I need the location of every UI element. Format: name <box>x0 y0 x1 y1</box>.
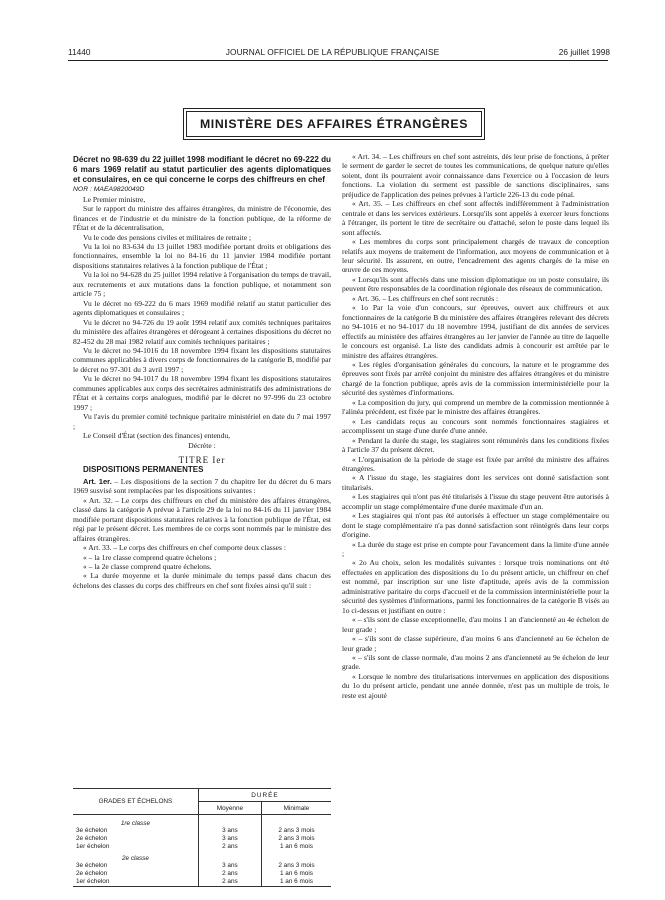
table-row <box>73 870 331 878</box>
article-paragraph: « L'organisation de la période de stage est fixée par arrêté du ministre des affaires étrangères. <box>342 454 609 473</box>
table-row <box>73 843 331 851</box>
article-paragraph: « Pendant la durée du stage, les stagiaires sont rémunérés dans les conditions fixées à l'article 37 du présent décret. <box>342 435 609 455</box>
article-paragraph: « 2o Au choix, selon les modalités suivantes : lorsque trois nominations ont été effectuées en application des dispositions du 1o du présent article, un chiffreur en chef est nommé, par inscription sur une liste d'aptitude, après avis de la commission administrative paritaire du corps d'accueil et de la commission interministérielle pour la sécurité des systèmes d'informations, parmi les fonctionnaires de la catégorie B visés au 1o ci-dessus et justifiant en outre : <box>342 558 609 615</box>
article-paragraph: « Art. 33. – Le corps des chiffreurs en chef comporte deux classes : <box>83 543 286 553</box>
col-duree-header: DURÉE <box>198 789 331 802</box>
article-paragraph: « La composition du jury, qui comprend un membre de la commission mentionnée à l'alinéa précédent, est fixée par le ministre des affaires étrangères. <box>342 397 609 417</box>
article-paragraph: « Art. 36. – Les chiffreurs en chef sont recrutés : <box>352 293 499 303</box>
nor-reference: NOR : MAEA9820049D <box>73 186 145 194</box>
preamble-paragraph: Vu l'avis du premier comité technique paritaire ministériel en date du 7 mai 1997 ; <box>73 412 331 431</box>
journal-title: JOURNAL OFFICIEL DE LA RÉPUBLIQUE FRANÇAISE <box>225 47 440 57</box>
article-paragraph: « – la 1re classe comprend quatre échelons ; <box>83 552 217 562</box>
preamble-paragraph: Vu la loi no 83-634 du 13 juillet 1983 modifiée portant droits et obligations des fonctionnaires, ensemble la loi no 84-16 du 11 janvier 1984 modifiée portant dispositions statutaires relatives à la fonction publique de l'État ; <box>73 242 331 270</box>
table-row <box>73 835 331 843</box>
page-header <box>0 47 665 61</box>
articles-34-36 <box>342 152 609 700</box>
article-paragraph: « Les membres du corps sont principalement chargés de travaux de conception relatifs aux moyens de traitement de l'information, aux moyens de communication et à leur sécurité. Ils assurent, en outre, l'encadrement des agents chargés de la mise en œuvre de ces moyens. <box>342 237 609 275</box>
article-paragraph: « – s'ils sont de classe exceptionnelle, d'au moins 1 an d'ancienneté au 4e échelon de leur grade ; <box>342 615 609 634</box>
article-paragraph: « Art. 32. – Le corps des chiffreurs en chef du ministère des affaires étrangères, classé dans la catégorie A prévue à l'article 29 de la loi no 84-16 du 11 janvier 1984 modifiée portant dispositions statutaires relatives à la fonction publique de l'État, est régi par le présent décret. Les membres de ce corps sont nommés par le ministre des affaires étrangères. <box>73 495 331 543</box>
minimale-cell: 2 ans 3 mois <box>261 862 331 870</box>
minimale-cell: 1 an 6 mois <box>261 870 331 878</box>
echelon-cell: 2e échelon <box>76 870 108 878</box>
table-row <box>73 878 331 886</box>
header-rule <box>68 60 608 61</box>
article-paragraph: « La durée moyenne et la durée minimale du temps passé dans chacun des échelons des classes du corps des chiffreurs en chef sont fixées ainsi qu'il suit : <box>73 571 331 590</box>
preamble-paragraph: Vu le décret no 94-1017 du 18 novembre 1994 fixant les dispositions statutaires communes applicables aux corps des secrétaires administratifs des administrations de l'État et à certains corps analogues, modifié par le décret no 97-996 du 23 octobre 1997 ; <box>73 374 331 412</box>
echelon-cell: 1er échelon <box>76 842 110 850</box>
moyenne-cell: 3 ans <box>198 862 261 870</box>
dispositions-heading: DISPOSITIONS PERMANENTES <box>83 465 204 475</box>
minimale-cell: 2 ans 3 mois <box>261 827 331 835</box>
col-moyenne-header: Moyenne <box>198 802 261 815</box>
titre-heading: TITRE Ier <box>178 454 226 465</box>
grades-table <box>73 788 331 887</box>
table-row <box>73 827 331 835</box>
moyenne-cell: 3 ans <box>198 835 261 843</box>
article-paragraph: « Art. 34. – Les chiffreurs en chef sont astreints, dès leur prise de fonctions, à prêter le serment de garder le secret de toutes les communications, de quelque nature qu'elles soient, dont ils pourraient avoir connaissance dans l'exercice ou à l'occasion de leurs fonctions. La violation du serment est passible de sanctions disciplinaires, sans préjudice de l'application des peines prévues à l'article 226-13 du code pénal. <box>342 152 609 199</box>
decree-title: Décret no 98-639 du 22 juillet 1998 modifiant le décret no 69-222 du 6 mars 1969 relatif au statut particulier des agents diplomatiques et consulaires, en ce qui concerne le corps des chiffreurs en chef <box>73 155 331 185</box>
article-paragraph: « La durée du stage est prise en compte pour l'avancement dans la limite d'une année ; <box>342 539 609 559</box>
article-1-text: – Les dispositions de la section 7 du chapitre Ier du décret du 6 mars 1969 susvisé sont remplacées par les dispositions suivantes : <box>73 476 332 496</box>
article-paragraph: « – s'ils sont de classe supérieure, d'au moins 6 ans d'ancienneté au 6e échelon de leur grade ; <box>342 634 609 653</box>
articles-32-33 <box>73 496 331 591</box>
preamble-paragraph: Vu le décret no 69-222 du 6 mars 1969 modifié relatif au statut particulier des agents diplomatiques et consulaires ; <box>73 298 331 318</box>
article-paragraph: « Les stagiaires qui n'ont pas été autorisés à effectuer un stage complémentaire ou dont le stage complémentaire n'a pas donné satisfaction sont réintégrés dans leur corps d'origine. <box>342 511 609 540</box>
table-row <box>73 862 331 870</box>
moyenne-cell: 2 ans <box>198 843 261 851</box>
article-1 <box>73 477 331 496</box>
class-section-label: 2e classe <box>121 855 149 863</box>
col-minimale-header: Minimale <box>261 802 331 815</box>
article-paragraph: « Art. 35. – Les chiffreurs en chef sont affectés indifféremment à l'administration centrale et dans les services extérieurs. Lorsqu'ils sont appelés à exercer leurs fonctions à l'étranger, ils portent le titre de secrétaire ou d'attaché, selon le poste dans lequel ils sont affectés. <box>342 199 609 237</box>
echelon-cell: 1er échelon <box>73 878 198 886</box>
article-paragraph: « 1o Par la voie d'un concours, sur épreuves, ouvert aux chiffreurs et aux fonctionnaires de la catégorie B du ministère des affaires étrangères relevant des décrets no 94-1016 et no 94-1017 du 18 novembre 1994, justifiant de dix années de services effectifs au ministère des affaires étrangères au 1er janvier de l'année au titre de laquelle le concours est organisé. La liste des candidats admis à concourir est arrêtée par le ministre des affaires étrangères. <box>342 303 609 360</box>
minimale-cell: 1 an 6 mois <box>261 843 331 851</box>
ministry-heading: MINISTÈRE DES AFFAIRES ÉTRANGÈRES <box>186 111 482 137</box>
class-section-label: 1re classe <box>120 820 151 827</box>
decrete-line: Décrète : <box>188 440 216 450</box>
moyenne-cell: 2 ans <box>198 878 261 886</box>
article-paragraph: « Les règles d'organisation générales du concours, la nature et le programme des épreuves sont fixés par arrêté conjoint du ministre des affaires étrangères et du ministre chargé de la fonction publique, après avis de la commission interministérielle pour la sécurité des systèmes d'informations. <box>342 359 609 398</box>
moyenne-cell: 3 ans <box>198 827 261 835</box>
minimale-cell: 1 an 6 mois <box>261 878 331 886</box>
article-paragraph: « Lorsque le nombre des titularisations intervenues en application des dispositions du 1o du présent article, pendant une année donnée, n'est pas un multiple de trois, le reste est ajouté <box>342 671 609 700</box>
article-1-label: Art. 1er. <box>83 476 112 486</box>
preamble-paragraph: Vu la loi no 94-628 du 25 juillet 1994 relative à l'organisation du temps de travail, aux recrutements et aux mutations dans la fonction publique, et notamment son article 75 ; <box>73 270 331 299</box>
preamble <box>73 195 331 441</box>
right-column <box>342 152 609 700</box>
left-column <box>73 155 331 590</box>
article-paragraph: « Lorsqu'ils sont affectés dans une mission diplomatique ou un poste consulaire, ils peuvent être responsables de la coordination régionale des réseaux de communication. <box>342 274 609 294</box>
article-paragraph: « Les candidats reçus au concours sont nommés fonctionnaires stagiaires et accomplissent un stage d'une durée d'une année. <box>342 416 609 436</box>
preamble-paragraph: Le Conseil d'État (section des finances) entendu, <box>83 431 231 441</box>
article-paragraph: « – la 2e classe comprend quatre échelons. <box>83 561 212 571</box>
minimale-cell: 2 ans 3 mois <box>261 835 331 843</box>
page-number: 11440 <box>68 47 91 57</box>
preamble-paragraph: Vu le code des pensions civiles et militaires de retraite ; <box>83 232 252 242</box>
moyenne-cell: 2 ans <box>198 870 261 878</box>
preamble-paragraph: Vu le décret no 94-1016 du 18 novembre 1994 fixant les dispositions statutaires communes applicables à divers corps de fonctionnaires de la catégorie B, modifié par le décret no 97-301 du 3 avril 1997 ; <box>73 345 331 374</box>
col-grades-header: GRADES ET ÉCHELONS <box>73 789 198 815</box>
preamble-paragraph: Vu le décret no 94-726 du 19 août 1994 relatif aux comités techniques paritaires du ministère des affaires étrangères et dérogeant à certaines dispositions du décret no 82-452 du 28 mai 1982 relatif aux comités techniques paritaires ; <box>73 317 331 346</box>
echelon-cell: 3e échelon <box>76 827 108 834</box>
echelon-cell: 2e échelon <box>76 834 108 842</box>
preamble-paragraph: Le Premier ministre, <box>83 194 146 204</box>
issue-date: 26 juillet 1998 <box>558 47 610 57</box>
article-paragraph: « A l'issue du stage, les stagiaires dont les services ont donné satisfaction sont titularisés. <box>342 473 609 492</box>
article-paragraph: « Les stagiaires qui n'ont pas été titularisés à l'issue du stage peuvent être autorisés à accomplir un stage complémentaire d'une durée maximale d'un an. <box>342 492 609 511</box>
article-paragraph: « – s'ils sont de classe normale, d'au moins 2 ans d'ancienneté au 9e échelon de leur grade. <box>342 653 609 672</box>
preamble-paragraph: Sur le rapport du ministre des affaires étrangères, du ministre de l'économie, des finances et de l'industrie et du ministre de la fonction publique, de la réforme de l'État et de la décentralisation, <box>73 204 331 233</box>
echelon-cell: 3e échelon <box>76 862 108 870</box>
